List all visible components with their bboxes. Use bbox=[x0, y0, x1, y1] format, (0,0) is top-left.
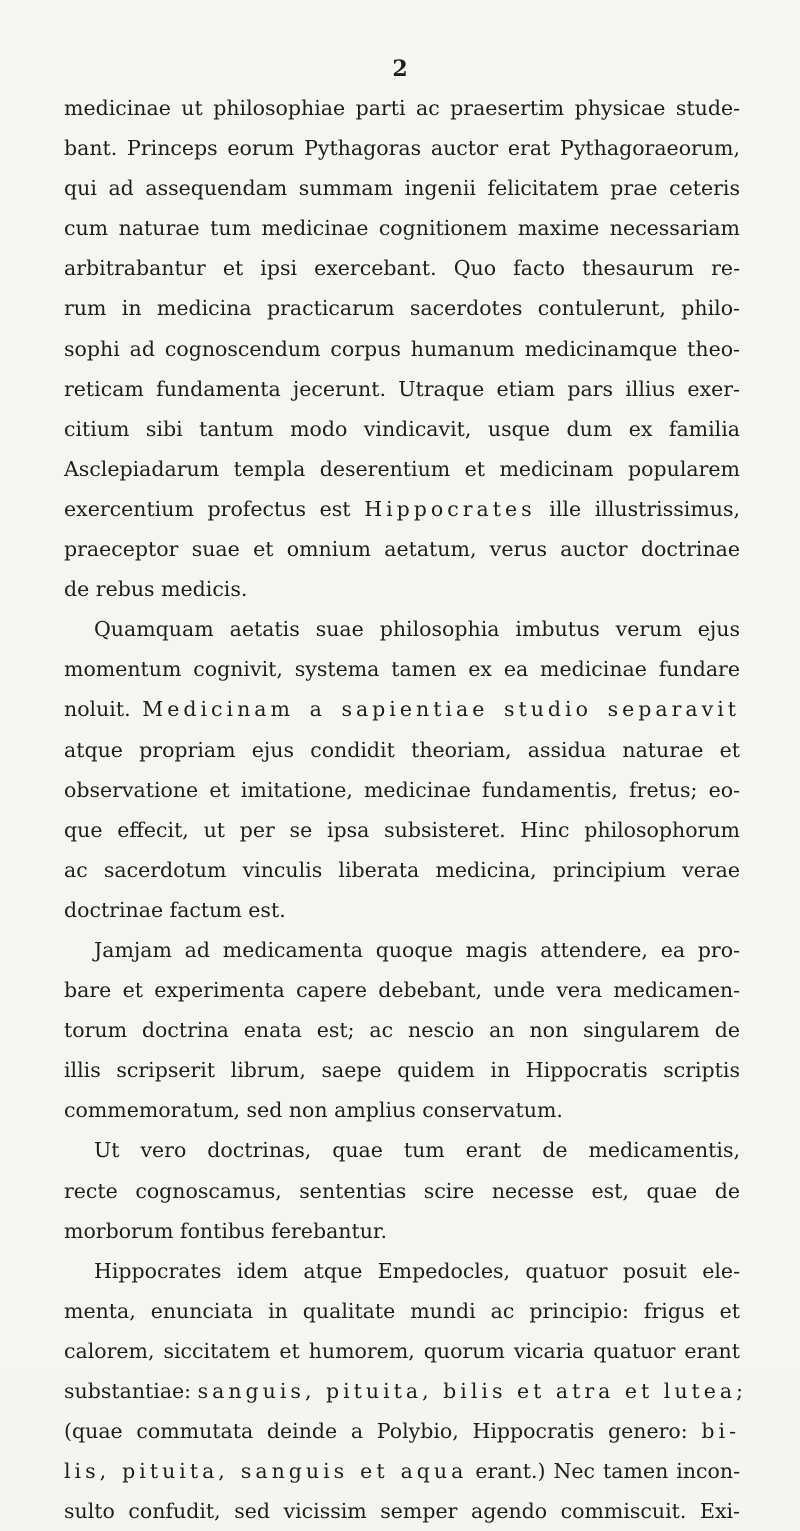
text-line bbox=[64, 1411, 740, 1451]
text-line: Asclepiadarum templa deserentium et medicinam popularem bbox=[64, 456, 740, 481]
text-line: cum naturae tum medicinae cognitionem maxime necessariam bbox=[64, 216, 740, 241]
text-line: recte cognoscamus, sententias scire necesse est, quae de bbox=[64, 1178, 740, 1203]
text-line bbox=[64, 1451, 740, 1491]
text-line: medicinae ut philosophiae parti ac praesertim physicae stude- bbox=[64, 96, 740, 120]
text-line: observatione et imitatione, medicinae fundamentis, fretus; eo- bbox=[64, 777, 740, 802]
text-line: atque propriam ejus condidit theoriam, assidua naturae et bbox=[64, 737, 740, 762]
text-line: calorem, siccitatem et humorem, quorum vicaria quatuor erant bbox=[64, 1338, 740, 1363]
spaced-humours: sanguis, pituita, bilis et atra et lutea; bbox=[197, 1379, 748, 1403]
text-line bbox=[64, 489, 740, 529]
text-line: arbitrabantur et ipsi exercebant. Quo facto thesaurum re- bbox=[64, 256, 740, 281]
text-run: noluit. bbox=[64, 697, 143, 722]
text-line bbox=[64, 689, 740, 729]
spaced-humours: lis, pituita, sanguis et aqua bbox=[64, 1459, 468, 1484]
text-line: menta, enunciata in qualitate mundi ac principio: frigus et bbox=[64, 1298, 740, 1323]
body-text bbox=[64, 88, 748, 1531]
text-line: Quamquam aetatis suae philosophia imbutus verum ejus bbox=[94, 617, 740, 642]
text-line: de rebus medicis. bbox=[64, 577, 248, 602]
text-line: sulto confudit, sed vicissim semper agendo commiscuit. Exi- bbox=[64, 1499, 740, 1524]
text-line: reticam fundamenta jecerunt. Utraque etiam pars illius exer- bbox=[64, 376, 740, 401]
spaced-phrase: Medicinam a sapientiae studio separavit bbox=[142, 697, 740, 722]
text-line: doctrinae factum est. bbox=[64, 897, 286, 922]
text-line: Ut vero doctrinas, quae tum erant de medicamentis, bbox=[94, 1138, 740, 1163]
text-line bbox=[64, 1371, 748, 1411]
text-line: qui ad assequendam summam ingenii felicitatem prae ceteris bbox=[64, 176, 740, 201]
text-line: bare et experimenta capere debebant, unde vera medicamen- bbox=[64, 978, 740, 1003]
text-line: Hippocrates idem atque Empedocles, quatuor posuit ele- bbox=[94, 1258, 740, 1283]
text-run: erant.) Nec tamen incon- bbox=[467, 1459, 740, 1484]
text-line: commemoratum, sed non amplius conservatum. bbox=[64, 1098, 563, 1123]
text-line: torum doctrina enata est; ac nescio an non singularem de bbox=[64, 1018, 740, 1043]
text-line: morborum fontibus ferebantur. bbox=[64, 1218, 387, 1243]
text-run: exercentium profectus est bbox=[64, 496, 365, 521]
text-line: ac sacerdotum vinculis liberata medicina, principium verae bbox=[64, 857, 740, 882]
text-run: substantiae: bbox=[64, 1379, 198, 1403]
text-line: bant. Princeps eorum Pythagoras auctor erat Pythagoraeorum, bbox=[64, 136, 740, 161]
text-line: momentum cognivit, systema tamen ex ea medicinae fundare bbox=[64, 657, 740, 682]
text-line: rum in medicina practicarum sacerdotes contulerunt, philo- bbox=[64, 296, 740, 321]
text-line: Jamjam ad medicamenta quoque magis attendere, ea pro- bbox=[94, 937, 740, 962]
spaced-name-hippocrates: Hippocrates bbox=[364, 496, 536, 521]
page-number: 2 bbox=[392, 56, 408, 82]
text-line: citium sibi tantum modo vindicavit, usque dum ex familia bbox=[64, 416, 740, 441]
text-run: (quae commutata deinde a Polybio, Hippocratis genero: bbox=[64, 1419, 702, 1444]
text-line: sophi ad cognoscendum corpus humanum medicinamque theo- bbox=[64, 336, 740, 361]
text-line: que effecit, ut per se ipsa subsisteret. Hinc philosophorum bbox=[64, 817, 740, 842]
text-line: illis scripserit librum, saepe quidem in Hippocratis scriptis bbox=[64, 1058, 740, 1083]
text-run: ille illustrissimus, bbox=[535, 496, 740, 521]
text-line: praeceptor suae et omnium aetatum, verus auctor doctrinae bbox=[64, 537, 740, 562]
spaced-humours: bi- bbox=[701, 1419, 740, 1444]
